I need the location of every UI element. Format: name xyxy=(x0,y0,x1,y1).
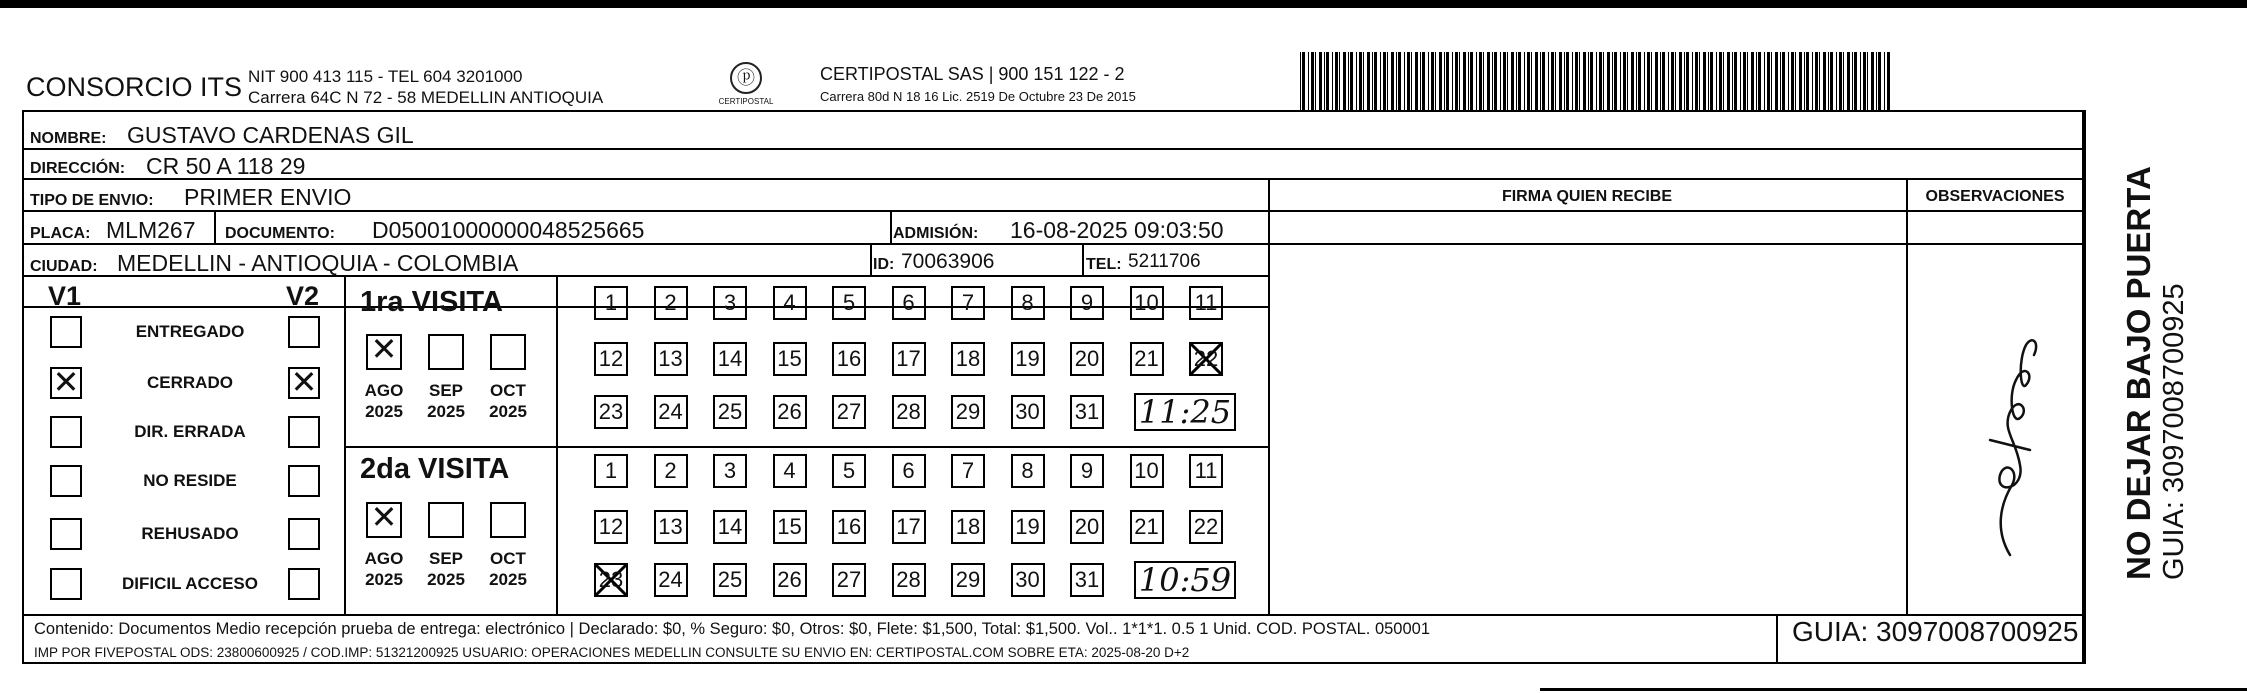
first-visit-day-box[interactable]: 25 xyxy=(713,395,747,429)
first-visit-day-box[interactable]: 8 xyxy=(1011,286,1045,320)
first-visit-day-box[interactable]: 7 xyxy=(951,286,985,320)
first-visit-day-box[interactable]: 19 xyxy=(1011,342,1045,376)
direccion-label: DIRECCIÓN: xyxy=(30,160,126,177)
first-visit-day-box[interactable]: 11 xyxy=(1189,286,1223,320)
no-dejar-notice: NO DEJAR BAJO PUERTA xyxy=(2120,166,2157,580)
v2-checkbox[interactable] xyxy=(288,465,320,497)
first-visit-day-box[interactable]: 28 xyxy=(892,395,926,429)
nombre-value: GUSTAVO CARDENAS GIL xyxy=(127,122,414,148)
second-visit-day-box[interactable]: 24 xyxy=(654,563,688,597)
top-edge-bar xyxy=(0,0,2247,8)
row-divider xyxy=(22,178,2084,180)
second-visit-day-box[interactable]: 28 xyxy=(892,563,926,597)
second-visit-month-checkbox[interactable] xyxy=(428,502,464,538)
footer-guia: GUIA: 3097008700925 xyxy=(1792,616,2079,647)
first-visit-day-box[interactable]: 3 xyxy=(713,286,747,320)
first-visit-day-box[interactable]: 30 xyxy=(1011,395,1045,429)
first-visit-day-box[interactable]: 12 xyxy=(594,342,628,376)
second-visit-day-box[interactable]: 31 xyxy=(1070,563,1104,597)
placa-label: PLACA: xyxy=(30,225,91,242)
second-visit-day-box[interactable]: 19 xyxy=(1011,510,1045,544)
second-visit-day-box[interactable]: 23 xyxy=(594,563,628,597)
company-name: CONSORCIO ITS xyxy=(26,72,243,102)
second-visit-day-box[interactable]: 21 xyxy=(1130,510,1164,544)
v2-header: V2 xyxy=(286,281,320,311)
v1-checkbox[interactable] xyxy=(50,568,82,600)
v1-checkbox[interactable] xyxy=(50,465,82,497)
v1-checkbox[interactable] xyxy=(50,518,82,550)
side-notice xyxy=(2120,166,2190,580)
v2-checkbox[interactable]: ✕ xyxy=(288,367,320,399)
documento-label: DOCUMENTO: xyxy=(225,225,335,242)
first-visit-month-checkbox[interactable] xyxy=(490,334,526,370)
first-visit-month-checkbox[interactable]: ✕ xyxy=(366,334,402,370)
visit-column-divider xyxy=(344,275,346,614)
first-visit-month-year: 2025 xyxy=(365,402,403,421)
second-visit-day-box[interactable]: 20 xyxy=(1070,510,1104,544)
contents-line: Contenido: Documentos Medio recepción prueba de entrega: electrónico | Declarado: $0, % Seguro: $0, Otros: $0, Flete: $1,500, Total: $1,500. Vol.. 1*1*1. 0.5 1 Unid. COD. POSTAL. 050001 xyxy=(34,620,1431,638)
second-visit-day-box[interactable]: 18 xyxy=(951,510,985,544)
nombre-label: NOMBRE: xyxy=(30,130,107,147)
first-visit-month-name: SEP xyxy=(428,381,464,400)
status-label: DIFICIL ACCESO xyxy=(121,574,258,593)
bottom-edge-line xyxy=(1540,688,2247,691)
carrier-name: CERTIPOSTAL SAS | 900 151 122 - 2 xyxy=(820,64,1125,84)
second-visit-month-name: SEP xyxy=(428,549,464,568)
tipo-envio-value: PRIMER ENVIO xyxy=(184,184,352,210)
first-visit-day-box[interactable]: 1 xyxy=(594,286,628,320)
second-visit-day-box[interactable]: 10 xyxy=(1130,454,1164,488)
second-visit-day-box[interactable]: 15 xyxy=(773,510,807,544)
second-visit-month-year: 2025 xyxy=(365,570,403,589)
second-visit-day-box[interactable]: 30 xyxy=(1011,563,1045,597)
logo-text: CERTIPOSTAL xyxy=(718,97,774,106)
second-visit-day-box[interactable]: 29 xyxy=(951,563,985,597)
first-visit-day-box[interactable]: 15 xyxy=(773,342,807,376)
second-visit-day-box[interactable]: 11 xyxy=(1189,454,1223,488)
column-divider xyxy=(1906,178,1908,614)
print-info-line: IMP POR FIVEPOSTAL ODS: 23800600925 / COD.IMP: 51321200925 USUARIO: OPERACIONES MEDELLIN CONSULTE SU ENVIO EN: CERTIPOSTAL.COM SOBRE ETA: 2025-08-20 D+2 xyxy=(34,645,1190,660)
second-visit-day-box[interactable]: 4 xyxy=(773,454,807,488)
second-visit-month-year: 2025 xyxy=(489,570,527,589)
carrier-details xyxy=(820,64,1136,104)
first-visit-month-name: OCT xyxy=(490,381,526,400)
v1-checkbox[interactable] xyxy=(50,416,82,448)
first-visit-month-checkbox[interactable] xyxy=(428,334,464,370)
first-visit-day-box[interactable]: 10 xyxy=(1130,286,1164,320)
logo-mark-icon: ⓟ xyxy=(730,62,762,94)
v1-header: V1 xyxy=(48,281,82,311)
first-visit-day-box[interactable]: 21 xyxy=(1130,342,1164,376)
carrier-address: Carrera 80d N 18 16 Lic. 2519 De Octubre 23 De 2015 xyxy=(820,89,1136,104)
second-visit-month-label xyxy=(358,548,410,590)
visit-column-divider xyxy=(556,275,558,614)
first-visit-time-box[interactable]: 11:25 xyxy=(1134,393,1236,431)
cell-divider xyxy=(214,210,216,243)
first-visit-day-box[interactable]: 26 xyxy=(773,395,807,429)
first-visit-day-box[interactable]: 4 xyxy=(773,286,807,320)
barcode xyxy=(1300,52,1890,110)
status-label: NO RESIDE xyxy=(143,471,237,490)
cell-divider xyxy=(1082,243,1084,275)
documento-value: D05001000000048525665 xyxy=(372,217,645,243)
first-visit-day-box[interactable]: 14 xyxy=(713,342,747,376)
second-visit-day-box[interactable]: 2 xyxy=(654,454,688,488)
v2-checkbox[interactable] xyxy=(288,518,320,550)
status-label: DIR. ERRADA xyxy=(134,422,246,441)
second-visit-month-checkbox[interactable] xyxy=(490,502,526,538)
first-visit-day-box[interactable]: 9 xyxy=(1070,286,1104,320)
v1-checkbox[interactable] xyxy=(50,316,82,348)
second-visit-day-box[interactable]: 9 xyxy=(1070,454,1104,488)
footer-guia-divider xyxy=(1776,614,1778,664)
visit-divider xyxy=(344,446,1268,448)
second-visit-day-box[interactable]: 8 xyxy=(1011,454,1045,488)
second-visit-day-box[interactable]: 7 xyxy=(951,454,985,488)
admision-value: 16-08-2025 09:03:50 xyxy=(1010,217,1224,243)
second-visit-month-year: 2025 xyxy=(427,570,465,589)
second-visit-month-label xyxy=(482,548,534,590)
second-visit-day-box[interactable]: 17 xyxy=(892,510,926,544)
first-visit-month-name: AGO xyxy=(364,381,404,400)
v2-checkbox[interactable] xyxy=(288,416,320,448)
second-visit-day-box[interactable]: 22 xyxy=(1189,510,1223,544)
second-visit-month-name: AGO xyxy=(364,549,404,568)
id-value: 70063906 xyxy=(901,250,995,273)
v1-checkbox[interactable]: ✕ xyxy=(50,367,82,399)
admision-label: ADMISIÓN: xyxy=(893,225,979,242)
second-visit-day-box[interactable]: 25 xyxy=(713,563,747,597)
status-label: ENTREGADO xyxy=(135,322,245,341)
second-visit-day-box[interactable]: 3 xyxy=(713,454,747,488)
company-details xyxy=(248,66,603,108)
first-visit-day-box[interactable]: 18 xyxy=(951,342,985,376)
second-visit-month-checkbox[interactable]: ✕ xyxy=(366,502,402,538)
side-guia: GUIA: 3097008700925 xyxy=(2158,283,2190,580)
second-visit-month-name: OCT xyxy=(490,549,526,568)
second-visit-day-box[interactable]: 12 xyxy=(594,510,628,544)
status-label: REHUSADO xyxy=(141,524,239,543)
first-visit-day-box[interactable]: 22 xyxy=(1189,342,1223,376)
placa-value: MLM267 xyxy=(106,217,196,243)
footer-divider xyxy=(22,614,2084,616)
tipo-envio-label: TIPO DE ENVIO: xyxy=(30,192,154,209)
first-visit-day-box[interactable]: 31 xyxy=(1070,395,1104,429)
first-visit-month-label xyxy=(482,380,534,422)
second-visit-day-box[interactable]: 13 xyxy=(654,510,688,544)
first-visit-month-label xyxy=(358,380,410,422)
second-visit-day-box[interactable]: 27 xyxy=(832,563,866,597)
v2-checkbox[interactable] xyxy=(288,316,320,348)
first-visit-day-box[interactable]: 2 xyxy=(654,286,688,320)
status-label: CERRADO xyxy=(147,373,233,392)
id-label: ID: xyxy=(873,256,895,273)
first-visit-day-box[interactable]: 16 xyxy=(832,342,866,376)
ciudad-value: MEDELLIN - ANTIOQUIA - COLOMBIA xyxy=(117,250,519,276)
second-visit-title: 2da VISITA xyxy=(360,453,510,485)
cell-divider xyxy=(870,243,872,275)
tel-value: 5211706 xyxy=(1128,251,1201,272)
first-visit-title: 1ra VISITA xyxy=(360,286,503,318)
recipient-signature xyxy=(1950,300,2050,570)
direccion-value: CR 50 A 118 29 xyxy=(146,153,306,179)
first-visit-day-box[interactable]: 17 xyxy=(892,342,926,376)
company-address: Carrera 64C N 72 - 58 MEDELLIN ANTIOQUIA xyxy=(248,88,604,107)
column-divider xyxy=(1268,178,1270,614)
cell-divider xyxy=(890,210,892,243)
first-visit-day-box[interactable]: 20 xyxy=(1070,342,1104,376)
second-visit-day-box[interactable]: 1 xyxy=(594,454,628,488)
company-nit-tel: NIT 900 413 115 - TEL 604 3201000 xyxy=(248,67,523,86)
observaciones-header: OBSERVACIONES xyxy=(1925,188,2065,205)
first-visit-day-box[interactable]: 27 xyxy=(832,395,866,429)
column-header-divider xyxy=(1268,243,2084,245)
ciudad-label: CIUDAD: xyxy=(30,258,98,275)
second-visit-day-box[interactable]: 6 xyxy=(892,454,926,488)
first-visit-day-box[interactable]: 24 xyxy=(654,395,688,429)
second-visit-time-box[interactable]: 10:59 xyxy=(1134,561,1236,599)
first-visit-month-label xyxy=(420,380,472,422)
second-visit-day-box[interactable]: 5 xyxy=(832,454,866,488)
second-visit-day-box[interactable]: 16 xyxy=(832,510,866,544)
firma-header: FIRMA QUIEN RECIBE xyxy=(1501,188,1673,205)
first-visit-day-box[interactable]: 6 xyxy=(892,286,926,320)
second-visit-day-box[interactable]: 26 xyxy=(773,563,807,597)
first-visit-day-box[interactable]: 13 xyxy=(654,342,688,376)
first-visit-day-box[interactable]: 29 xyxy=(951,395,985,429)
first-visit-month-year: 2025 xyxy=(489,402,527,421)
first-visit-month-year: 2025 xyxy=(427,402,465,421)
v2-checkbox[interactable] xyxy=(288,568,320,600)
tel-label: TEL: xyxy=(1086,256,1122,273)
first-visit-day-box[interactable]: 23 xyxy=(594,395,628,429)
second-visit-day-box[interactable]: 14 xyxy=(713,510,747,544)
column-divider xyxy=(2084,110,2086,664)
first-visit-day-box[interactable]: 5 xyxy=(832,286,866,320)
second-visit-month-label xyxy=(420,548,472,590)
